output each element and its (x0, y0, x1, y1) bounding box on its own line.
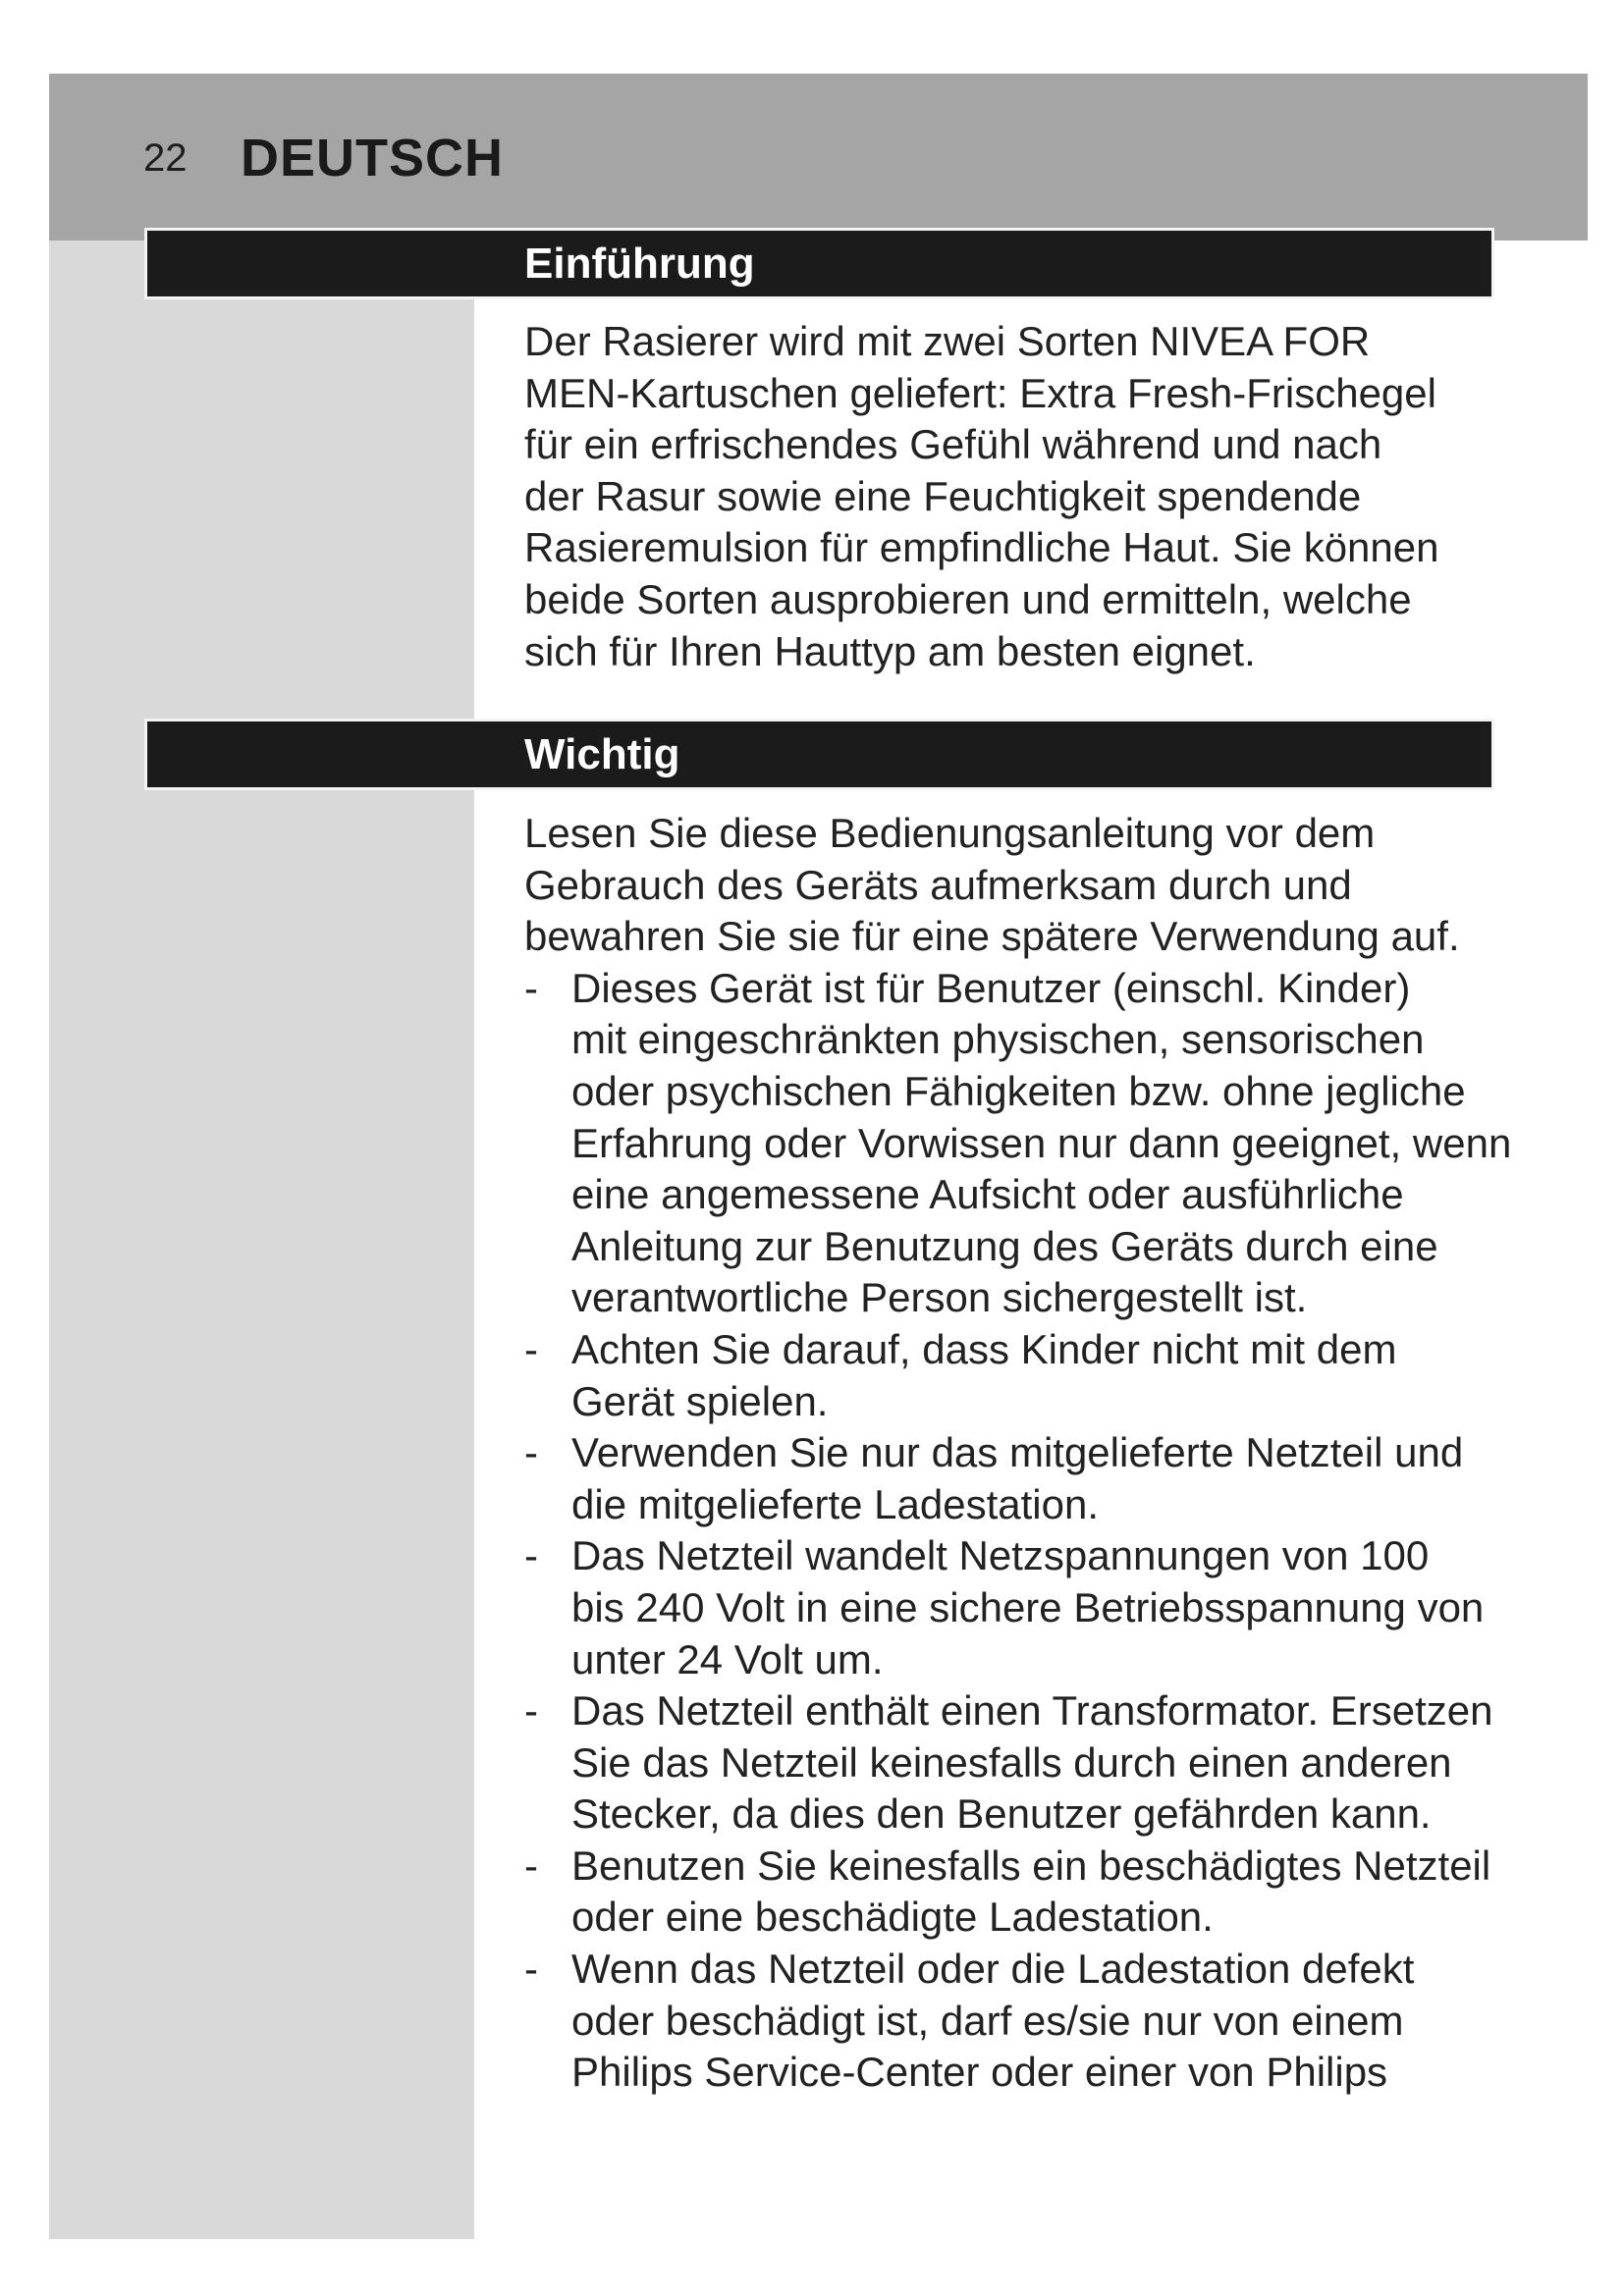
bullet-line: Gerät spielen. (571, 1377, 829, 1424)
bullet-item (524, 1427, 1585, 1530)
bullet-line: Erfahrung oder Vorwissen nur dann geeignet, wenn (571, 1119, 1512, 1166)
paragraph-line: bewahren Sie sie für eine spätere Verwendung auf. (524, 913, 1460, 960)
bullet-line: Das Netzteil wandelt Netzspannungen von 100 (571, 1532, 1430, 1579)
bullet-item (524, 1841, 1585, 1944)
bullet-marker: - (524, 1842, 538, 1889)
bullet-line: Philips Service-Center oder einer von Philips (571, 2049, 1388, 2096)
bullet-line: Sie das Netzteil keinesfalls durch einen anderen (571, 1738, 1452, 1786)
bullet-line: Achten Sie darauf, dass Kinder nicht mit dem (571, 1325, 1397, 1372)
paragraph-line: sich für Ihren Hauttyp am besten eignet. (524, 627, 1256, 674)
bullet-line: die mitgelieferte Ladestation. (571, 1480, 1099, 1527)
bullet-line: Wenn das Netzteil oder die Ladestation defekt (571, 1946, 1415, 1993)
bullet-item (524, 963, 1585, 1324)
paragraph-line: Der Rasierer wird mit zwei Sorten NIVEA FOR (524, 318, 1371, 364)
bullet-line: Verwenden Sie nur das mitgelieferte Netzteil und (571, 1429, 1464, 1476)
paragraph-line: Rasieremulsion für empfindliche Haut. Sie können (524, 524, 1439, 571)
bullet-line: Dieses Gerät ist für Benutzer (einschl. Kinder) (571, 964, 1411, 1011)
paragraph-line: Lesen Sie diese Bedienungsanleitung vor dem (524, 810, 1376, 856)
bullet-list (524, 963, 1585, 2099)
introduction-paragraph (524, 316, 1585, 677)
paragraph-line: der Rasur sowie eine Feuchtigkeit spendende (524, 472, 1362, 519)
bullet-line: verantwortliche Person sichergestellt ist. (571, 1274, 1308, 1321)
bullet-line: mit eingeschränkten physischen, sensorischen (571, 1016, 1425, 1063)
bullet-marker: - (524, 1946, 538, 1993)
section-heading-important: Wichtig (524, 730, 680, 778)
section-heading-bar-important (147, 721, 1491, 787)
bullet-line: eine angemessene Aufsicht oder ausführliche (571, 1171, 1404, 1218)
section-heading-bar-introduction (147, 231, 1491, 296)
bullet-line: Das Netzteil enthält einen Transformator. Ersetzen (571, 1687, 1493, 1735)
paragraph-line: Gebrauch des Geräts aufmerksam durch und (524, 861, 1352, 908)
bullet-item (524, 1530, 1585, 1685)
bullet-marker: - (524, 1325, 538, 1372)
page-number: 22 (143, 136, 188, 180)
paragraph-line: für ein erfrischendes Gefühl während und nach (524, 421, 1382, 468)
bullet-marker: - (524, 1429, 538, 1476)
language-title: DEUTSCH (241, 129, 505, 187)
paragraph-line: beide Sorten ausprobieren und ermitteln, welche (524, 575, 1412, 622)
bullet-marker: - (524, 1532, 538, 1579)
bullet-line: oder psychischen Fähigkeiten bzw. ohne jegliche (571, 1067, 1466, 1114)
bullet-line: Anleitung zur Benutzung des Geräts durch eine (571, 1222, 1438, 1269)
important-paragraph (524, 808, 1585, 2099)
bullet-line: bis 240 Volt in eine sichere Betriebsspannung von (571, 1583, 1485, 1630)
bullet-line: Benutzen Sie keinesfalls ein beschädigtes Netzteil (571, 1842, 1491, 1889)
paragraph-line: MEN-Kartuschen geliefert: Extra Fresh-Frischegel (524, 369, 1436, 416)
side-column (49, 240, 474, 2239)
bullet-item (524, 1685, 1585, 1841)
bullet-item (524, 1944, 1585, 2099)
bullet-line: oder beschädigt ist, darf es/sie nur von einem (571, 1997, 1404, 2044)
bullet-item (524, 1324, 1585, 1427)
section-heading-introduction: Einführung (524, 240, 755, 288)
bullet-marker: - (524, 1687, 538, 1735)
bullet-line: oder eine beschädigte Ladestation. (571, 1894, 1214, 1941)
bullet-marker: - (524, 964, 538, 1011)
bullet-line: Stecker, da dies den Benutzer gefährden kann. (571, 1790, 1432, 1838)
bullet-line: unter 24 Volt um. (571, 1635, 884, 1682)
